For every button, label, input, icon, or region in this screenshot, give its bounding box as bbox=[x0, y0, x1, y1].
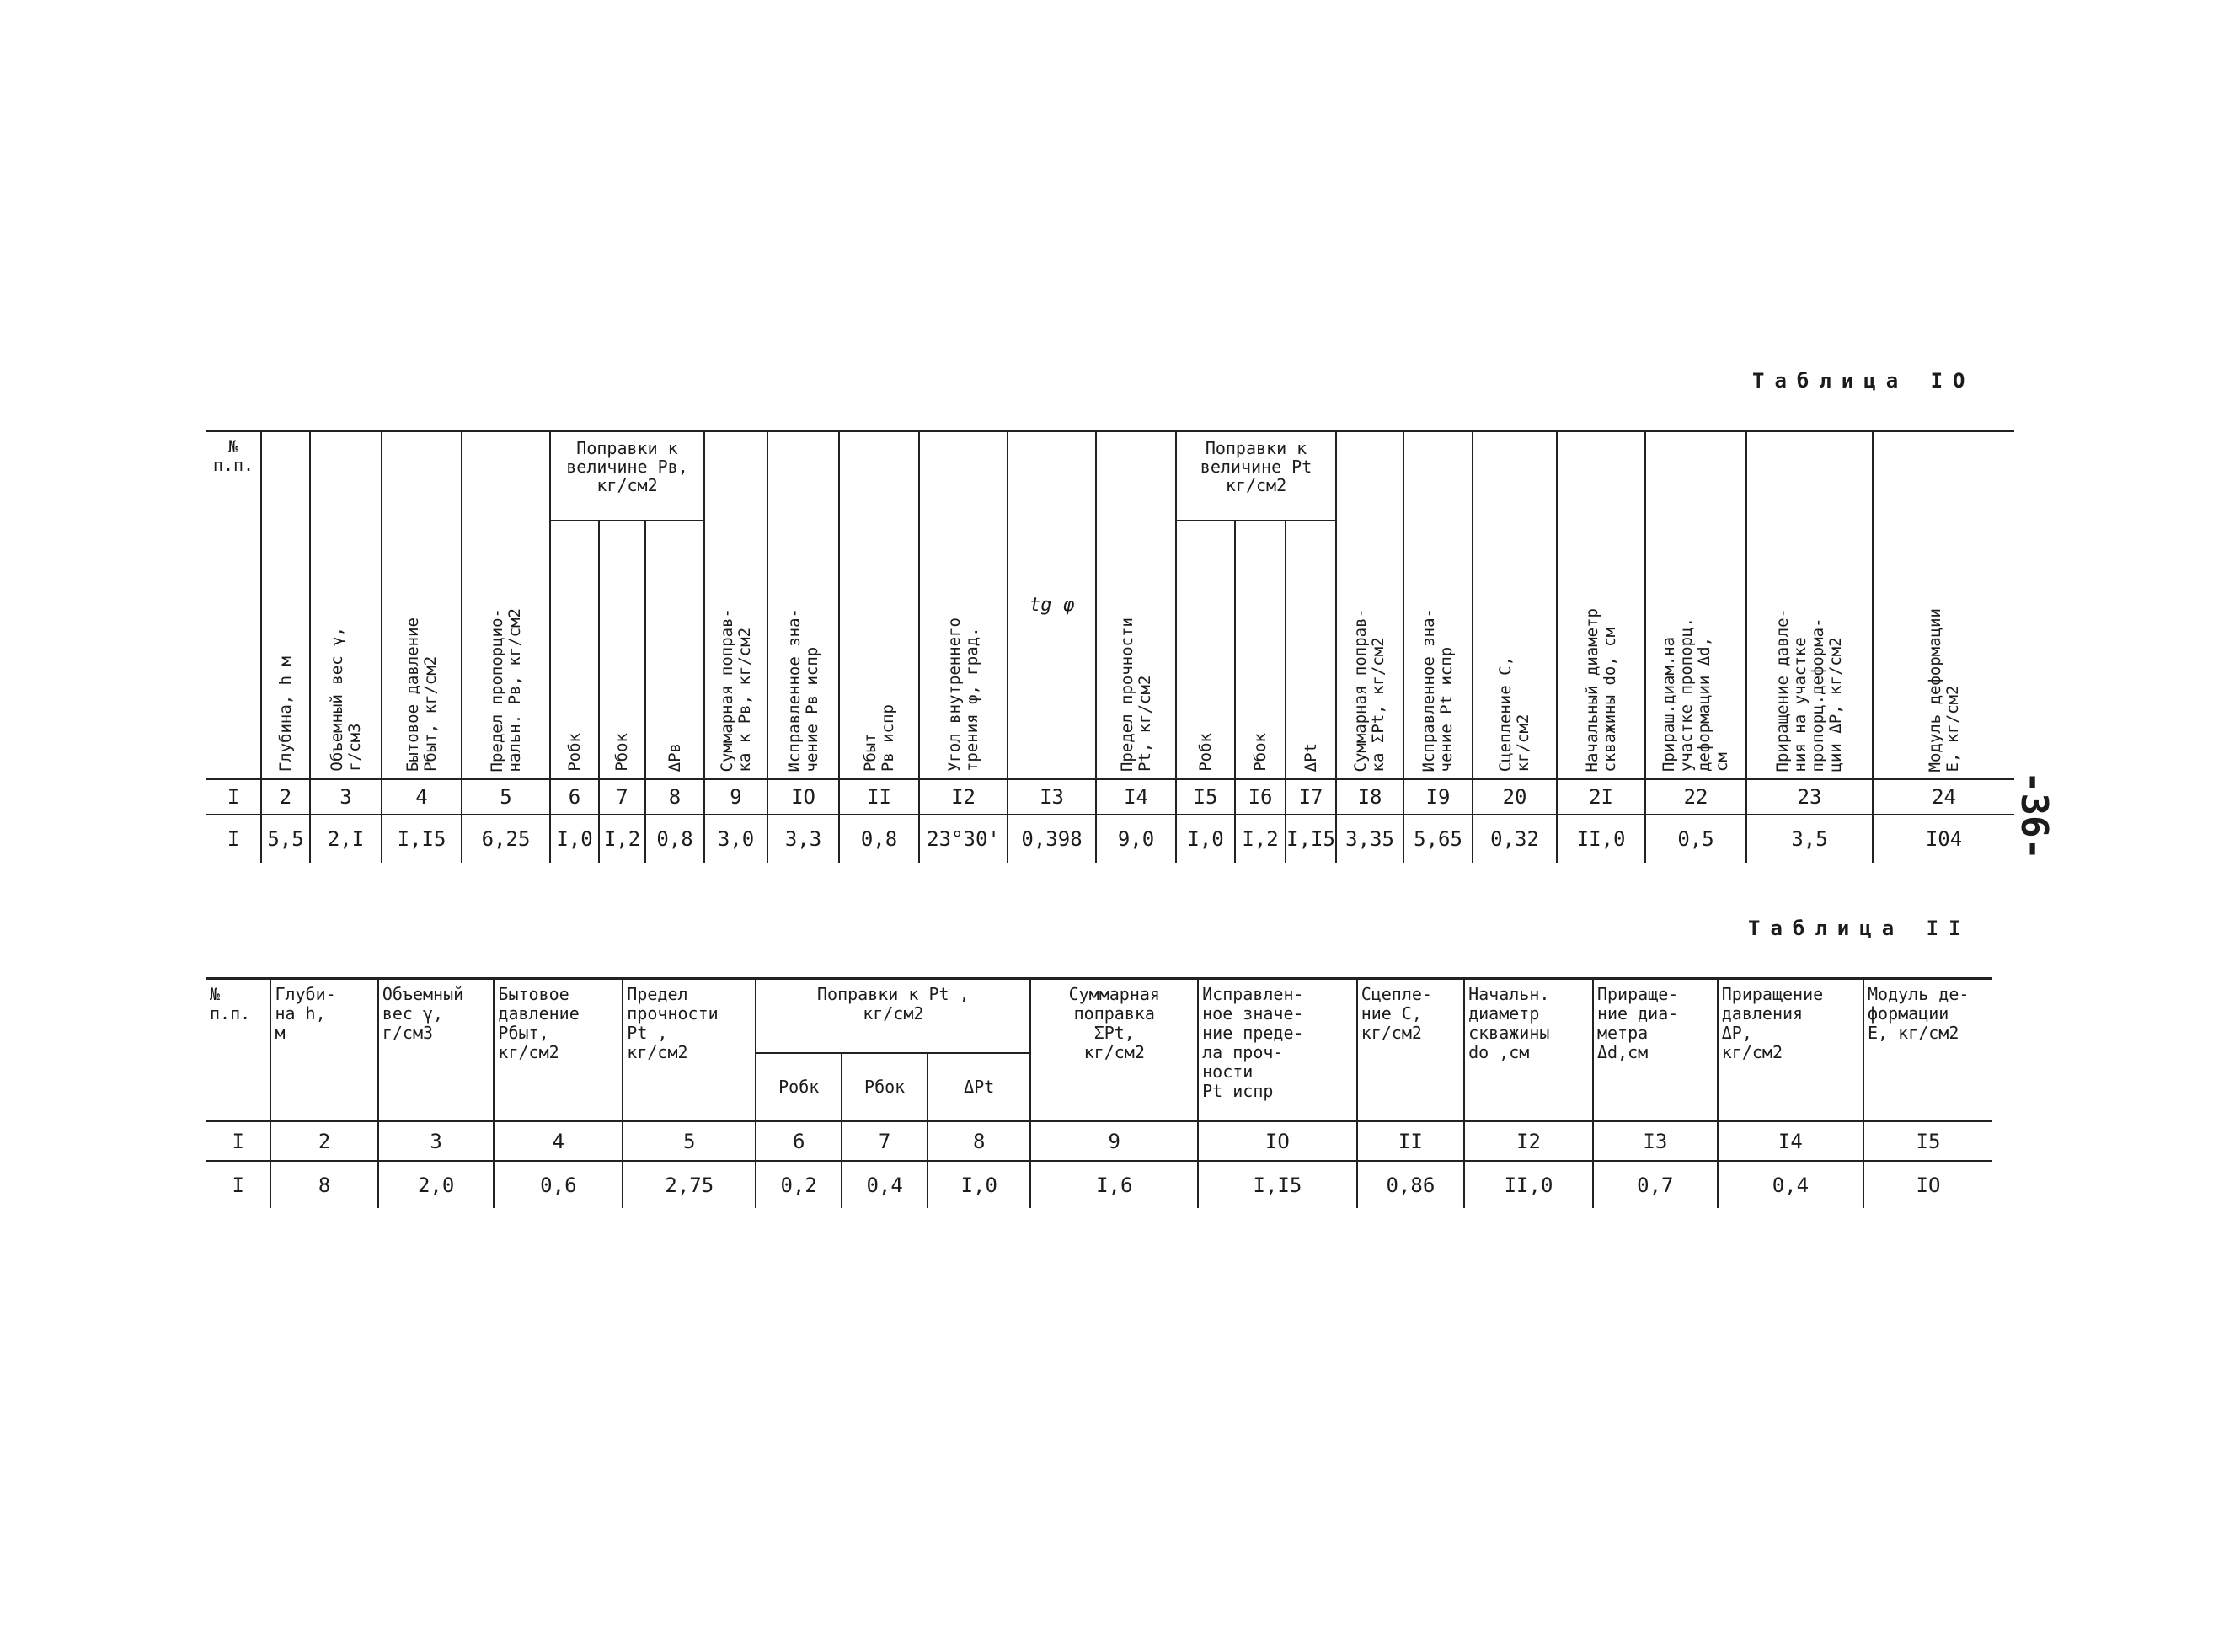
t10-h10-label: Исправленное зна- чение Pв испр bbox=[784, 607, 821, 772]
t11-num-cell: I4 bbox=[1718, 1121, 1863, 1161]
t10-cell: 0,398 bbox=[1008, 815, 1096, 863]
t11-cell: 2,0 bbox=[378, 1161, 495, 1208]
t10-h12 bbox=[919, 431, 1008, 780]
t10-num-cell: I5 bbox=[1176, 779, 1235, 815]
t11-cell: 0,4 bbox=[1718, 1161, 1863, 1208]
t11-cell: II,0 bbox=[1464, 1161, 1593, 1208]
table11-title: Таблица II bbox=[1748, 917, 1971, 940]
t10-h16 bbox=[1235, 521, 1286, 779]
t11-num-cell: 6 bbox=[756, 1121, 842, 1161]
t10-cell: 0,8 bbox=[839, 815, 919, 863]
t11-h6: Pобк bbox=[756, 1053, 842, 1121]
t10-num-cell: 2 bbox=[261, 779, 310, 815]
t11-num-cell: 5 bbox=[623, 1121, 756, 1161]
t10-h7-label: Pбок bbox=[612, 733, 631, 772]
t10-num-cell: 5 bbox=[462, 779, 550, 815]
t10-h14-label: Предел прочности Pt, кг/см2 bbox=[1117, 617, 1154, 772]
t10-num-cell: I9 bbox=[1403, 779, 1473, 815]
t10-num-cell: I bbox=[206, 779, 261, 815]
t10-h1-label: № п.п. bbox=[212, 436, 254, 475]
t11-h14: Приращение давления ΔP, кг/см2 bbox=[1718, 979, 1863, 1122]
t10-num-cell: 2I bbox=[1557, 779, 1645, 815]
t10-h18 bbox=[1336, 431, 1403, 780]
t11-h7: Pбок bbox=[842, 1053, 928, 1121]
t11-h15: Модуль де- формации E, кг/см2 bbox=[1863, 979, 1992, 1122]
t10-cell: I bbox=[206, 815, 261, 863]
t10-h13 bbox=[1008, 431, 1096, 780]
t10-group-pv: Поправки к величине Pв, кг/см2 bbox=[550, 431, 704, 521]
t10-num-cell: I8 bbox=[1336, 779, 1403, 815]
t10-cell: I04 bbox=[1873, 815, 2014, 863]
t11-cell: 8 bbox=[270, 1161, 377, 1208]
t11-num-cell: I3 bbox=[1593, 1121, 1718, 1161]
t11-cell: 2,75 bbox=[623, 1161, 756, 1208]
t10-h20 bbox=[1473, 431, 1557, 780]
t10-h16-label: Pбок bbox=[1250, 733, 1270, 772]
t11-group-pt: Поправки к Pt , кг/см2 bbox=[756, 979, 1030, 1053]
t10-num-cell: I7 bbox=[1286, 779, 1336, 815]
t10-cell: 3,5 bbox=[1746, 815, 1873, 863]
t11-h8: ΔPt bbox=[928, 1053, 1030, 1121]
t10-num-cell: 9 bbox=[704, 779, 767, 815]
table10-title: Таблица IO bbox=[1752, 369, 1975, 393]
t10-num-cell: I3 bbox=[1008, 779, 1096, 815]
t10-h3-label: Объемный вес γ, г/см3 bbox=[327, 627, 364, 772]
t10-h4 bbox=[382, 431, 462, 780]
t10-h6 bbox=[550, 521, 599, 779]
t10-h20-label: Сцепление C, кг/см2 bbox=[1496, 655, 1533, 772]
t11-cell: I bbox=[206, 1161, 270, 1208]
t10-num-cell: I2 bbox=[919, 779, 1008, 815]
table-10 bbox=[206, 430, 2014, 863]
t10-cell: 0,32 bbox=[1473, 815, 1557, 863]
t11-cell: 0,2 bbox=[756, 1161, 842, 1208]
t10-num-cell: I4 bbox=[1096, 779, 1176, 815]
t10-h2 bbox=[261, 431, 310, 780]
t10-h7 bbox=[599, 521, 645, 779]
t10-h24-label: Модуль деформации E, кг/см2 bbox=[1925, 607, 1962, 772]
t10-cell: II,0 bbox=[1557, 815, 1645, 863]
t10-h17-label: ΔPt bbox=[1301, 742, 1320, 772]
t10-number-row bbox=[206, 779, 2014, 815]
t10-h24 bbox=[1873, 431, 2014, 780]
t11-cell: 0,4 bbox=[842, 1161, 928, 1208]
t11-cell: I,0 bbox=[928, 1161, 1030, 1208]
t10-num-cell: 22 bbox=[1645, 779, 1746, 815]
t11-h9: Суммарная поправка ΣPt, кг/см2 bbox=[1030, 979, 1198, 1122]
t10-h5-label: Предел пропорцио- нальн. Pв, кг/см2 bbox=[487, 607, 524, 772]
t10-num-cell: II bbox=[839, 779, 919, 815]
t11-num-cell: 9 bbox=[1030, 1121, 1198, 1161]
t10-num-cell: 4 bbox=[382, 779, 462, 815]
t11-data-row bbox=[206, 1161, 1992, 1208]
t11-h11: Сцепле- ние C, кг/см2 bbox=[1357, 979, 1464, 1122]
t10-cell: I,I5 bbox=[1286, 815, 1336, 863]
t10-h10 bbox=[767, 431, 839, 780]
t11-h2: Глуби- на h, м bbox=[270, 979, 377, 1122]
t10-cell: I,0 bbox=[1176, 815, 1235, 863]
t10-h15 bbox=[1176, 521, 1235, 779]
t10-h8-label: ΔPв bbox=[665, 742, 684, 772]
t10-cell: 23°30' bbox=[919, 815, 1008, 863]
t10-h22-label: Прираш.диам.на участке пропорц. деформации Δd, см bbox=[1660, 617, 1732, 772]
t10-h21-label: Начальный диаметр скважины do, см bbox=[1582, 607, 1619, 772]
t10-h23 bbox=[1746, 431, 1873, 780]
t11-h12: Начальн. диаметр скважины do ,см bbox=[1464, 979, 1593, 1122]
t11-num-cell: IO bbox=[1198, 1121, 1357, 1161]
t10-cell: 3,35 bbox=[1336, 815, 1403, 863]
t10-cell: 3,3 bbox=[767, 815, 839, 863]
t10-h11 bbox=[839, 431, 919, 780]
t10-cell: I,0 bbox=[550, 815, 599, 863]
t11-cell: 0,7 bbox=[1593, 1161, 1718, 1208]
t10-num-cell: 6 bbox=[550, 779, 599, 815]
t11-cell: 0,6 bbox=[494, 1161, 623, 1208]
t10-num-cell: 23 bbox=[1746, 779, 1873, 815]
t10-h18-label: Суммарная поправ- ка ΣPt, кг/см2 bbox=[1351, 607, 1388, 772]
t10-h23-label: Приращение давле- ния на участке пропорц.деформа- ции ΔP, кг/см2 bbox=[1773, 607, 1846, 772]
t11-cell: IO bbox=[1863, 1161, 1992, 1208]
t10-h8 bbox=[645, 521, 704, 779]
t10-num-cell: I6 bbox=[1235, 779, 1286, 815]
t10-h15-label: Pобк bbox=[1195, 733, 1215, 772]
t10-num-cell: 8 bbox=[645, 779, 704, 815]
t10-cell: I,2 bbox=[599, 815, 645, 863]
t11-h4: Бытовое давление Pбыт, кг/см2 bbox=[494, 979, 623, 1122]
t10-h5 bbox=[462, 431, 550, 780]
t11-cell: I,I5 bbox=[1198, 1161, 1357, 1208]
t10-h3 bbox=[310, 431, 382, 780]
t11-cell: I,6 bbox=[1030, 1161, 1198, 1208]
t11-num-cell: 7 bbox=[842, 1121, 928, 1161]
t10-num-cell: 3 bbox=[310, 779, 382, 815]
t10-cell: 0,5 bbox=[1645, 815, 1746, 863]
t10-cell: I,2 bbox=[1235, 815, 1286, 863]
t10-num-cell: 24 bbox=[1873, 779, 2014, 815]
t11-num-cell: I bbox=[206, 1121, 270, 1161]
t10-h9 bbox=[704, 431, 767, 780]
t10-cell: 3,0 bbox=[704, 815, 767, 863]
t10-data-row bbox=[206, 815, 2014, 863]
t10-h4-label: Бытовое давление Pбыт, кг/см2 bbox=[403, 617, 440, 772]
t10-num-cell: IO bbox=[767, 779, 839, 815]
t11-h10: Исправлен- ное значе- ние преде- ла проч- ности Pt испр bbox=[1198, 979, 1357, 1122]
t10-h2-label: Глубина, h м bbox=[275, 655, 295, 772]
t10-h9-label: Суммарная поправ- ка к Pв, кг/см2 bbox=[717, 607, 754, 772]
page-number: -36- bbox=[2013, 771, 2056, 860]
t10-h13-label: tg φ bbox=[1029, 595, 1074, 616]
t10-h19-label: Исправленное зна- чение Pt испр bbox=[1419, 607, 1457, 772]
t11-num-cell: I2 bbox=[1464, 1121, 1593, 1161]
t10-cell: 5,65 bbox=[1403, 815, 1473, 863]
t11-h1: № п.п. bbox=[206, 979, 270, 1122]
t10-h17 bbox=[1286, 521, 1336, 779]
t10-num-cell: 7 bbox=[599, 779, 645, 815]
t10-h14 bbox=[1096, 431, 1176, 780]
t11-num-cell: 8 bbox=[928, 1121, 1030, 1161]
t10-cell: 6,25 bbox=[462, 815, 550, 863]
t10-cell: I,I5 bbox=[382, 815, 462, 863]
t10-h19 bbox=[1403, 431, 1473, 780]
t11-h13: Прираще- ние диа- метра Δd,см bbox=[1593, 979, 1718, 1122]
t11-cell: 0,86 bbox=[1357, 1161, 1464, 1208]
t11-h3: Объемный вес γ, г/см3 bbox=[378, 979, 495, 1122]
t10-h6-label: Pобк bbox=[564, 733, 584, 772]
t10-h21 bbox=[1557, 431, 1645, 780]
t11-num-cell: 2 bbox=[270, 1121, 377, 1161]
t10-cell: 9,0 bbox=[1096, 815, 1176, 863]
t10-h1 bbox=[206, 431, 261, 780]
table-11 bbox=[206, 977, 1992, 1208]
t11-number-row bbox=[206, 1121, 1992, 1161]
t10-h22 bbox=[1645, 431, 1746, 780]
t10-group-pt: Поправки к величине Pt кг/см2 bbox=[1176, 431, 1336, 521]
t10-num-cell: 20 bbox=[1473, 779, 1557, 815]
t10-cell: 2,I bbox=[310, 815, 382, 863]
t11-h5: Предел прочности Pt , кг/см2 bbox=[623, 979, 756, 1122]
t11-num-cell: II bbox=[1357, 1121, 1464, 1161]
t10-h11-label: Pбыт Pв испр bbox=[860, 703, 897, 772]
t11-num-cell: 3 bbox=[378, 1121, 495, 1161]
t10-cell: 5,5 bbox=[261, 815, 310, 863]
t11-num-cell: 4 bbox=[494, 1121, 623, 1161]
t10-cell: 0,8 bbox=[645, 815, 704, 863]
t10-h12-label: Угол внутреннего трения φ, град. bbox=[944, 617, 981, 772]
t11-num-cell: I5 bbox=[1863, 1121, 1992, 1161]
